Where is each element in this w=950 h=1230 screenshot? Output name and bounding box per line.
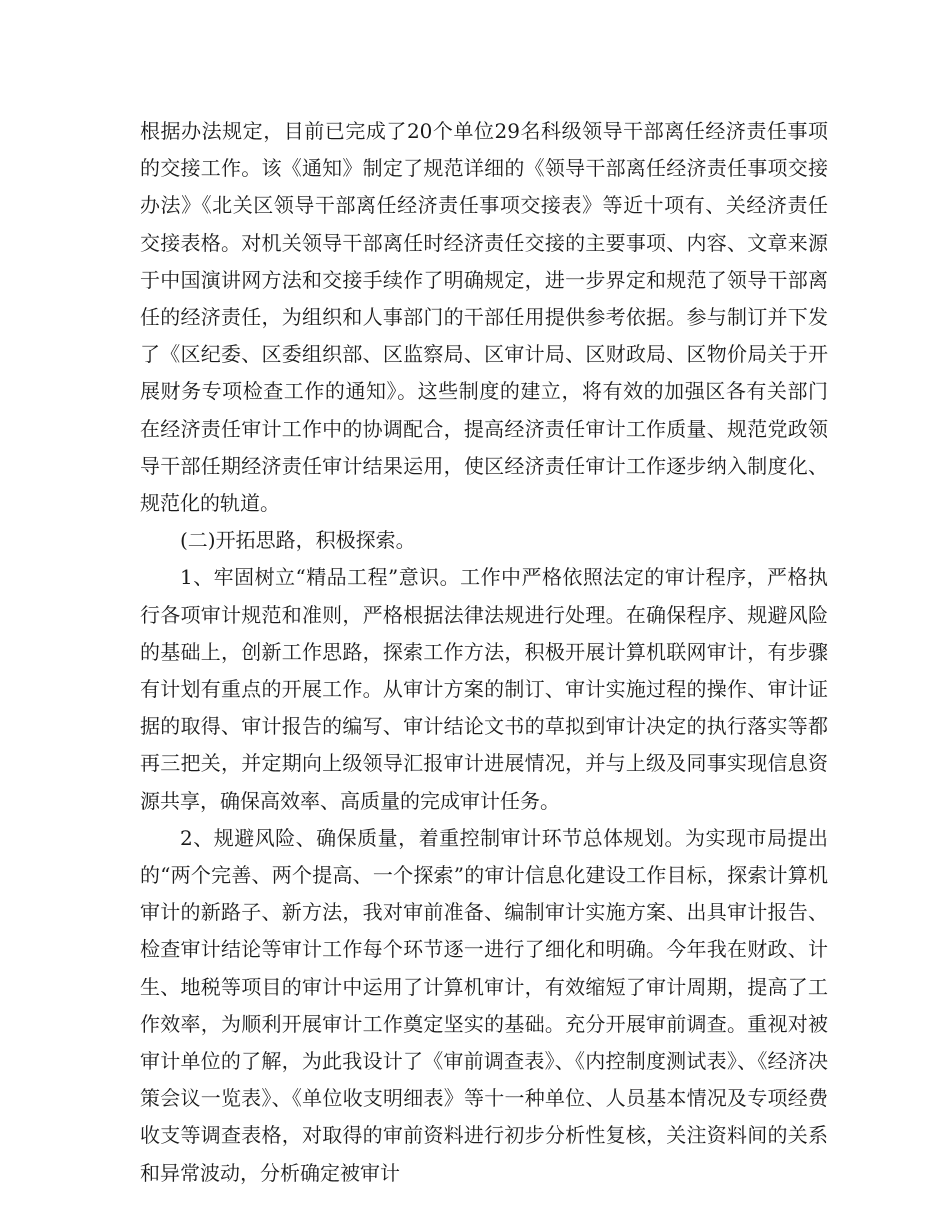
paragraph-3: 1、牢固树立“精品工程”意识。工作中严格依照法定的审计程序，严格执行各项审计规范和准则，严格根据法律法规进行处理。在确保程序、规避风险的基础上，创新工作思路，探索工作方法，积极开展计算机联网审计，有步骤有计划有重点的开展工作。从审计方案的制订、审计实施过程的操作、审计证据的取得、审计报告的编写、审计结论文书的草拟到审计决定的执行落实等都再三把关，并定期向上级领导汇报审计进展情况，并与上级及同事实现信息资源共享，确保高效率、高质量的完成审计任务。 — [140, 565, 828, 813]
paragraph-2-heading: (二)开拓思路，积极探索。 — [180, 528, 416, 553]
paragraph-4: 2、规避风险、确保质量，着重控制审计环节总体规划。为实现市局提出的“两个完善、两个提高、一个探索”的审计信息化建设工作目标，探索计算机审计的新路子、新方法，我对审前准备、编制审计实施方案、出具审计报告、检查审计结论等审计工作每个环节逐一进行了细化和明确。今年我在财政、计生、地税等项目的审计中运用了计算机审计，有效缩短了审计周期，提高了工作效率，为顺利开展审计工作奠定坚实的基础。充分开展审前调查。重视对被审计单位的了解，为此我设计了《审前调查表》、《内控制度测试表》、《经济决策会议一览表》、《单位收支明细表》等十一种单位、人员基本情况及专项经费收支等调查表格，对取得的审前资料进行初步分析性复核，关注资料间的关系和异常波动，分析确定被审计 — [140, 825, 828, 1185]
paragraph-1: 根据办法规定，目前已完成了20个单位29名科级领导干部离任经济责任事项的交接工作。该《通知》制定了规范详细的《领导干部离任经济责任事项交接办法》《北关区领导干部离任经济责任事项交接表》等近十项有、关经济责任交接表格。对机关领导干部离任时经济责任交接的主要事项、内容、文章来源于中国演讲网方法和交接手续作了明确规定，进一步界定和规范了领导干部离任的经济责任，为组织和人事部门的干部任用提供参考依据。参与制订并下发了《区纪委、区委组织部、区监察局、区审计局、区财政局、区物价局关于开展财务专项检查工作的通知》。这些制度的建立，将有效的加强区各有关部门在经济责任审计工作中的协调配合，提高经济责任审计工作质量、规范党政领导干部任期经济责任审计结果运用，使区经济责任审计工作逐步纳入制度化、规范化的轨道。 — [140, 119, 828, 516]
document-body — [140, 113, 828, 1192]
